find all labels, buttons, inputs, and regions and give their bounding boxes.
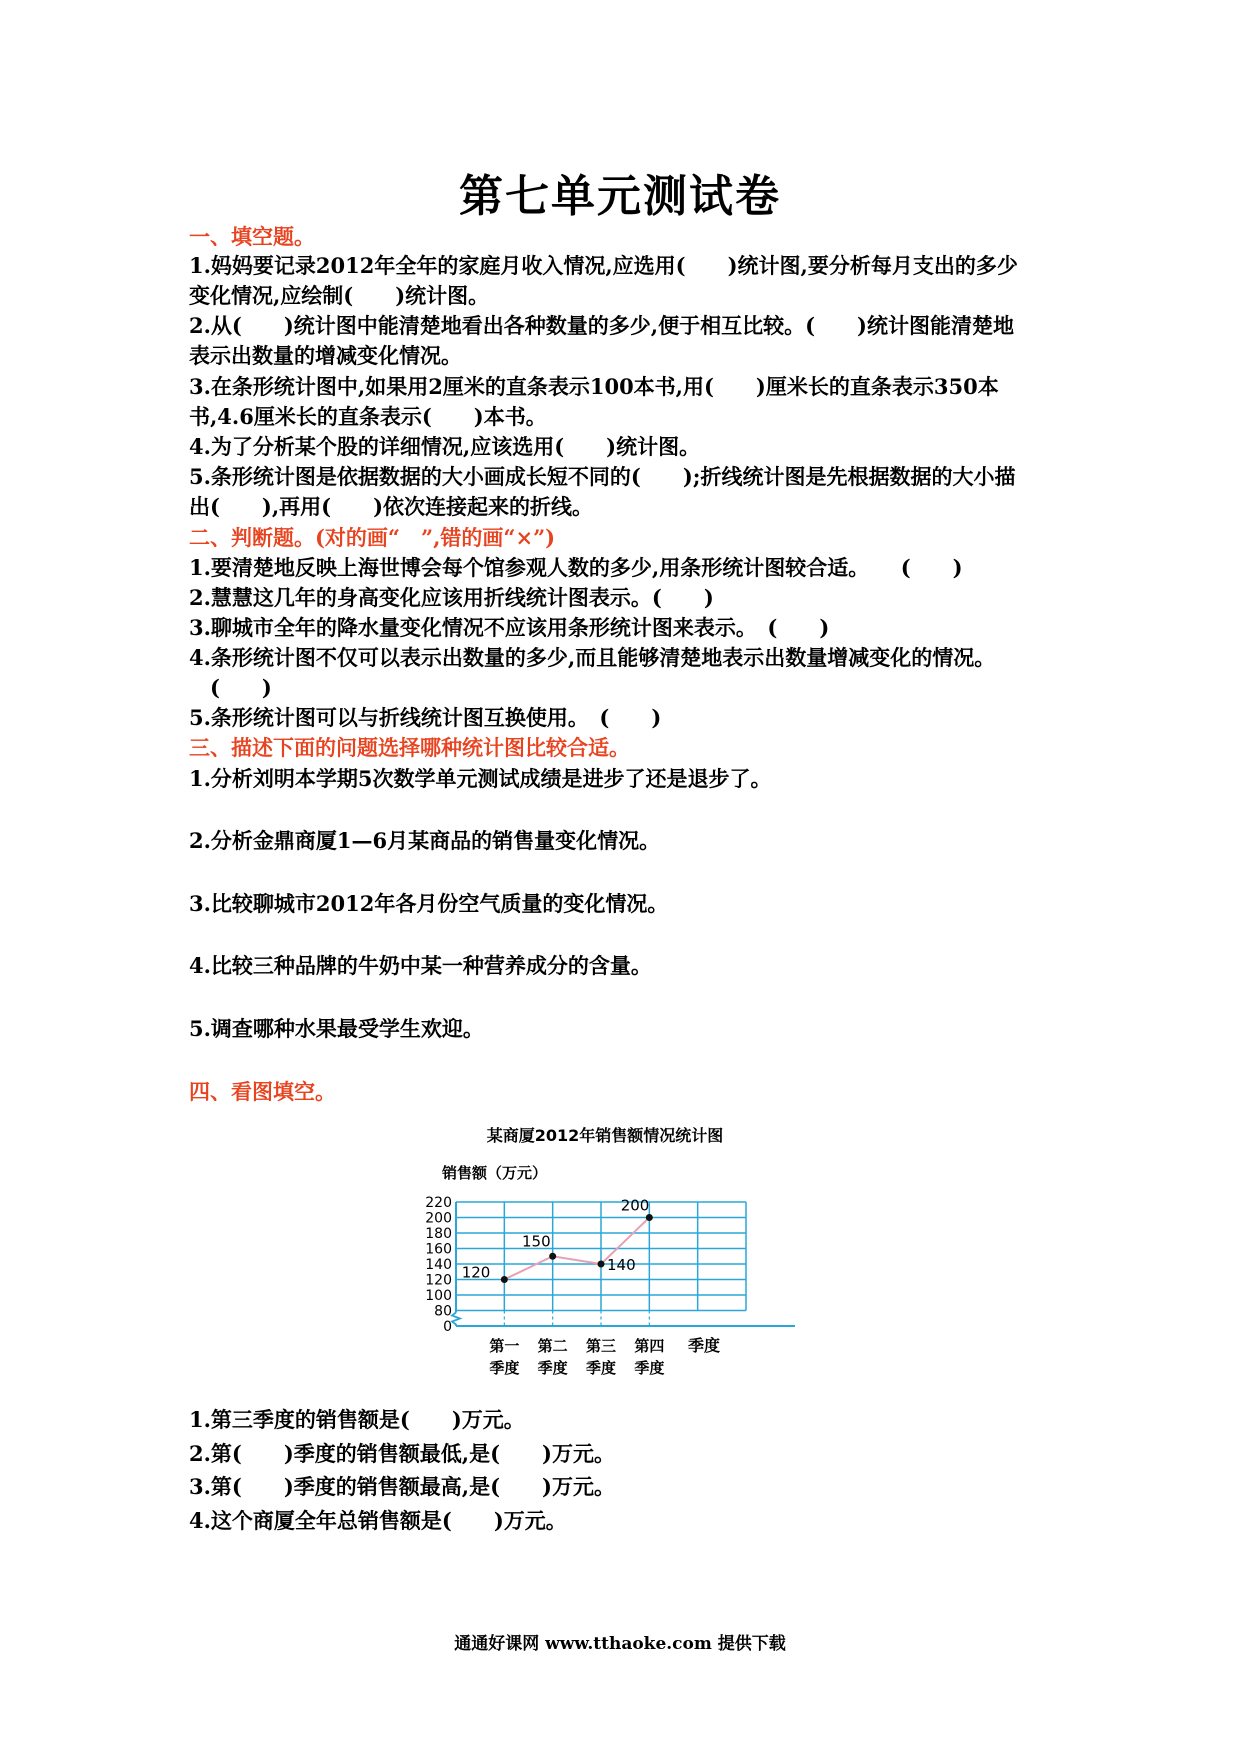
section2-line: 2.慧慧这几年的身高变化应该用折线统计图表示。( ) [189,585,714,610]
chart-data-labels [462,1197,650,1282]
section3-heading: 三、描述下面的问题选择哪种统计图比较合适。 [189,735,630,760]
chart-y-axis-label: 销售额（万元） [442,1164,548,1182]
section1-line: 变化情况,应绘制( )统计图。 [189,283,490,308]
data-label: 200 [620,1196,650,1215]
chart-y-ticks [425,1195,452,1335]
sales-line-chart [420,1120,820,1410]
section1-line: 4.为了分析某个股的详细情况,应该选用( )统计图。 [189,434,701,459]
data-point [598,1261,605,1268]
section1-heading: 一、填空题。 [189,224,315,249]
y-tick-label: 0 [443,1319,452,1335]
y-tick-label: 180 [425,1226,452,1242]
section3-item: 5.调查哪种水果最受学生欢迎。 [189,1016,484,1041]
data-label: 140 [607,1256,636,1274]
section4-question: 2.第( )季度的销售额最低,是( )万元。 [189,1441,615,1466]
section3-item: 3.比较聊城市2012年各月份空气质量的变化情况。 [189,891,669,916]
section1-line: 5.条形统计图是依据数据的大小画成长短不同的( );折线统计图是先根据数据的大小描 [189,464,1016,489]
y-tick-label: 80 [434,1303,452,1320]
x-tick-label: 第二 [537,1337,568,1355]
section1-line: 出( ),再用( )依次连接起来的折线。 [189,494,594,519]
x-tick-label: 第一 [489,1337,520,1355]
section4-heading: 四、看图填空。 [189,1079,336,1104]
section2-line: 4.条形统计图不仅可以表示出数量的多少,而且能够清楚地表示出数量增减变化的情况。 [189,645,996,670]
page-title: 第七单元测试卷 [459,171,781,222]
section4-question: 3.第( )季度的销售额最高,是( )万元。 [189,1474,615,1499]
y-tick-label: 160 [425,1241,452,1258]
data-point [549,1253,556,1260]
section3-item: 2.分析金鼎商厦1—6月某商品的销售量变化情况。 [189,828,661,853]
section2-line: 3.聊城市全年的降水量变化情况不应该用条形统计图来表示。 ( ) [189,615,830,640]
section2-line: 5.条形统计图可以与折线统计图互换使用。 ( ) [189,705,662,730]
x-tick-label: 季度 [634,1359,665,1377]
chart-x-ticks [489,1337,664,1377]
section1-line: 3.在条形统计图中,如果用2厘米的直条表示100本书,用( )厘米长的直条表示350本 [189,374,999,399]
data-label: 150 [522,1232,551,1251]
data-label: 120 [461,1263,491,1282]
data-point [646,1214,653,1221]
y-tick-label: 220 [425,1195,452,1211]
chart-title: 某商厦2012年销售额情况统计图 [486,1126,724,1145]
section3-item: 4.比较三种品牌的牛奶中某一种营养成分的含量。 [189,953,652,978]
x-tick-label: 季度 [537,1359,568,1377]
section1-line: 1.妈妈要记录2012年全年的家庭月收入情况,应选用( )统计图,要分析每月支出的多少 [189,253,1018,278]
section3-item: 1.分析刘明本学期5次数学单元测试成绩是进步了还是退步了。 [189,766,772,791]
section4-question: 1.第三季度的销售额是( )万元。 [189,1407,525,1432]
x-tick-label: 季度 [489,1359,520,1377]
section4-question: 4.这个商厦全年总销售额是( )万元。 [189,1508,567,1533]
page-footer: 通通好课网 www.tthaoke.com 提供下载 [454,1634,786,1654]
chart-x-axis-label: 季度 [687,1336,721,1355]
section1-line: 2.从( )统计图中能清楚地看出各种数量的多少,便于相互比较。( )统计图能清楚地 [189,313,1014,338]
x-tick-label: 季度 [585,1359,617,1377]
section2-line: 1.要清楚地反映上海世博会每个馆参观人数的多少,用条形统计图较合适。 ( ) [189,555,963,580]
section2-heading: 二、判断题。(对的画“ ”,错的画“×”) [189,525,556,550]
x-tick-label: 第三 [585,1337,617,1355]
y-tick-label: 140 [425,1257,452,1273]
section1-line: 书,4.6厘米长的直条表示( )本书。 [189,404,547,429]
y-axis-break [452,1313,460,1327]
data-point [501,1276,508,1283]
section2-line: ( ) [189,675,272,700]
section1-line: 表示出数量的增减变化情况。 [189,343,462,368]
y-tick-label: 200 [425,1210,452,1227]
y-tick-label: 100 [425,1288,452,1304]
y-tick-label: 120 [425,1272,452,1289]
x-tick-label: 第四 [634,1337,665,1355]
